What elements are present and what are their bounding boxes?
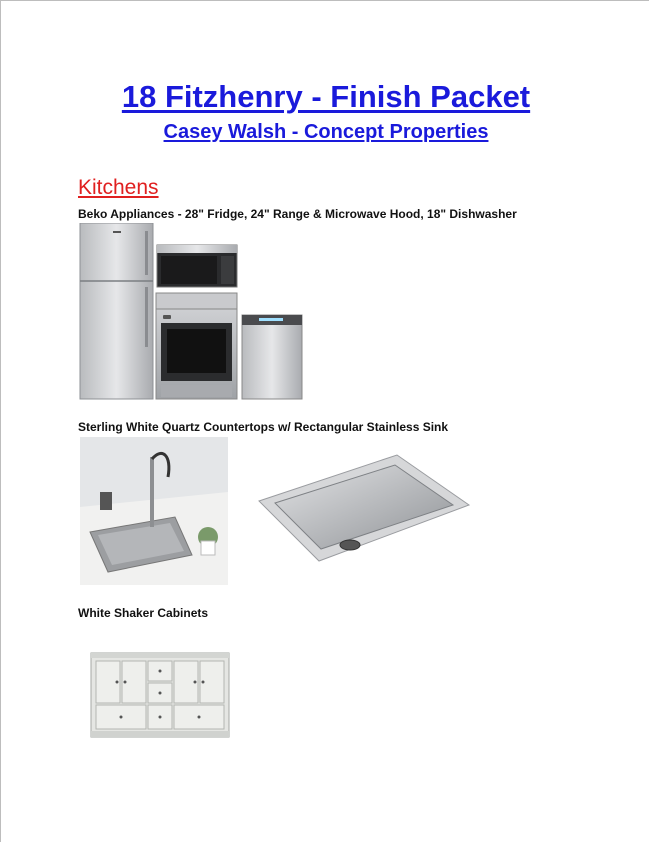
range-image bbox=[156, 293, 237, 399]
cabinets-photo bbox=[90, 652, 230, 738]
cabinets-caption: White Shaker Cabinets bbox=[78, 606, 209, 620]
section-heading-kitchens: Kitchens bbox=[78, 176, 159, 199]
document-title: 18 Fitzhenry - Finish Packet bbox=[121, 79, 531, 114]
countertop-photo bbox=[80, 437, 228, 585]
microwave-image bbox=[157, 245, 237, 287]
countertop-caption: Sterling White Quartz Countertops w/ Rectangular Stainless Sink bbox=[78, 420, 449, 434]
sink-photo bbox=[257, 453, 471, 563]
appliances-caption: Beko Appliances - 28" Fridge, 24" Range & Microwave Hood, 18" Dishwasher bbox=[78, 207, 517, 221]
dishwasher-image bbox=[242, 315, 302, 399]
document-subtitle: Casey Walsh - Concept Properties bbox=[163, 121, 489, 143]
appliances-photo bbox=[79, 223, 309, 401]
fridge-image bbox=[80, 223, 153, 399]
